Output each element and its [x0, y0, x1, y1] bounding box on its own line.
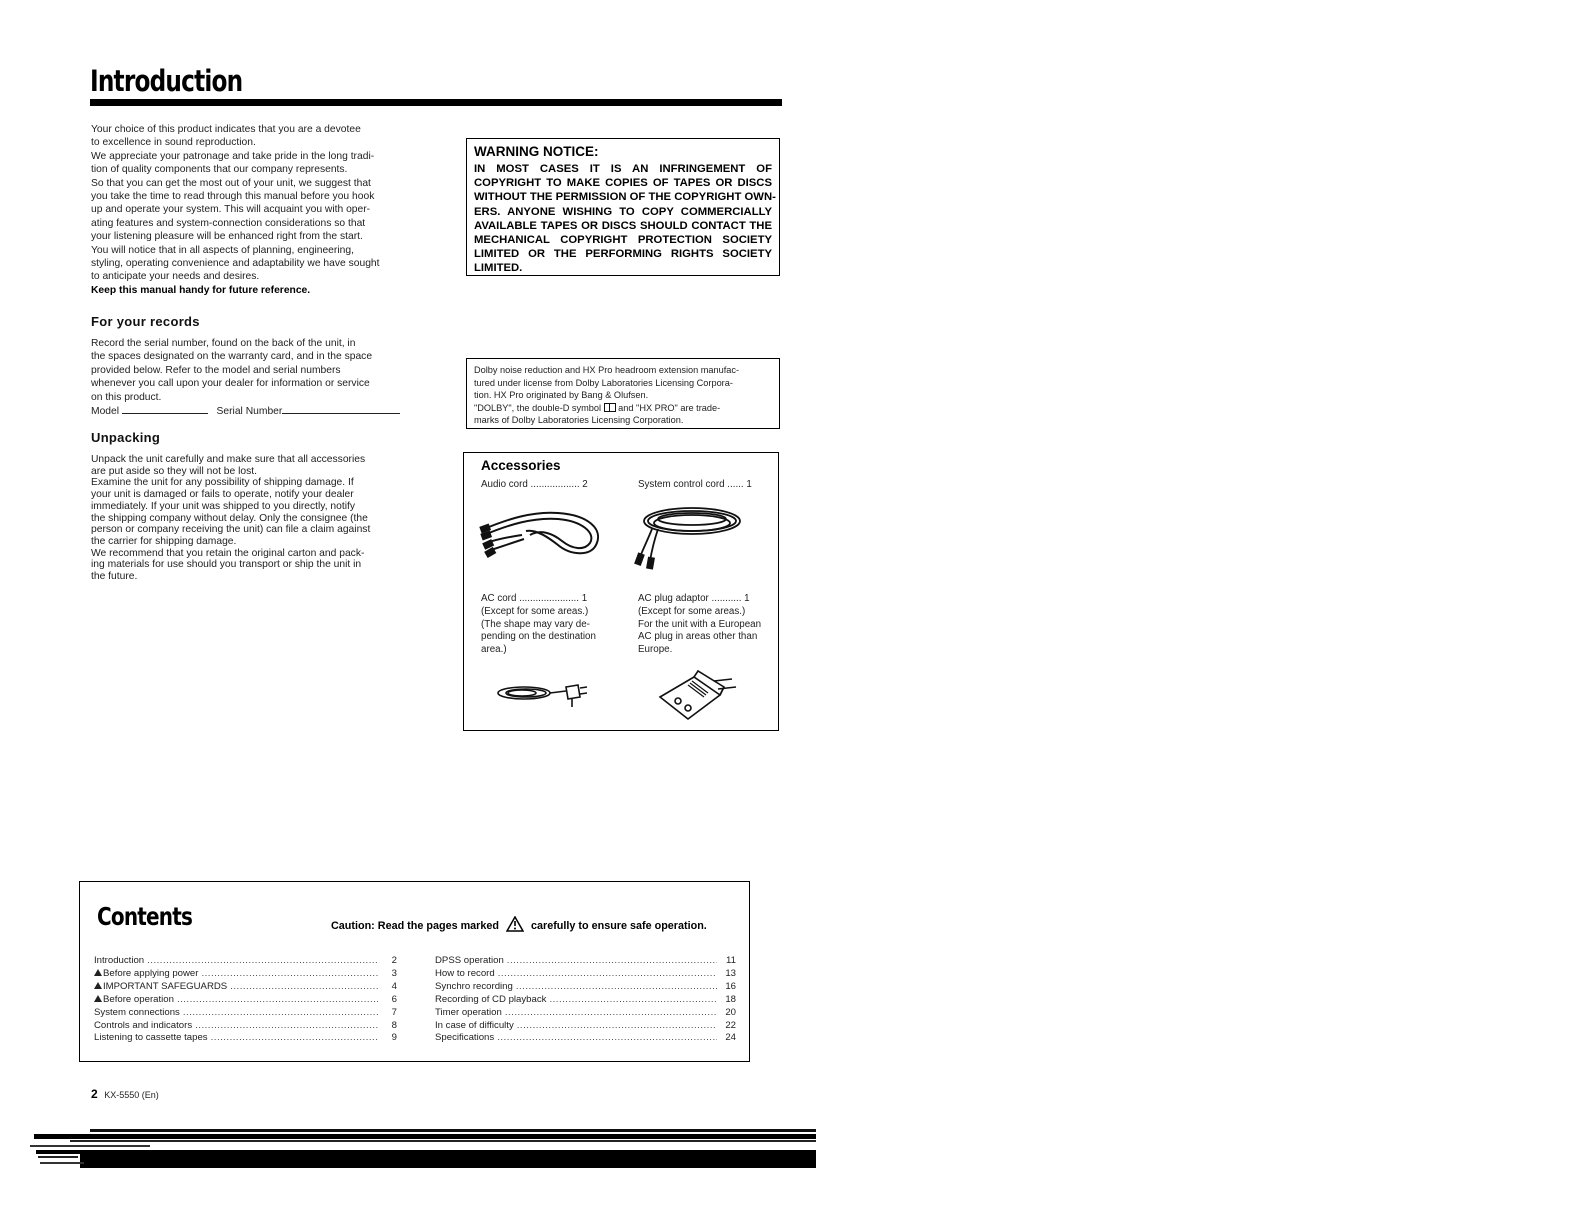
toc-entry-text: In case of difficulty	[435, 1019, 514, 1031]
unpacking-line: Unpack the unit carefully and make sure that all accessories	[91, 454, 366, 465]
toc-entry	[94, 1007, 397, 1020]
warning-triangle-icon	[506, 916, 524, 932]
contents-title: Contents	[97, 902, 193, 931]
toc-page-number: 13	[725, 967, 736, 979]
toc-entry	[435, 1007, 736, 1020]
toc-entry	[435, 981, 736, 994]
toc-entry-label	[435, 968, 495, 981]
intro-line: up and operate your system. This will acquaint you with oper-	[91, 204, 371, 216]
unpacking-line: Examine the unit for any possibility of shipping damage. If	[91, 477, 354, 489]
toc-entry-text: IMPORTANT SAFEGUARDS	[103, 980, 228, 992]
page-footer	[91, 1087, 159, 1101]
toc-page-number: 22	[725, 1019, 736, 1031]
records-line: the spaces designated on the warranty card, and in the space	[91, 351, 373, 363]
ac-cord-note: (The shape may vary de-	[481, 618, 590, 630]
toc-entry-text: Recording of CD playback	[435, 993, 547, 1005]
model-label: Model	[91, 406, 120, 418]
dolby-line	[474, 402, 772, 415]
unpacking-heading: Unpacking	[91, 430, 161, 445]
toc-leader-dots	[517, 1020, 717, 1033]
unpacking-line: are put aside so they will not be lost.	[91, 465, 257, 477]
toc-page-number: 3	[391, 967, 397, 979]
warning-line: AVAILABLE TAPES OR DISCS SHOULD CONTACT THE	[474, 219, 772, 232]
toc-entry	[435, 1020, 736, 1033]
system-cord-label: System control cord ...... 1	[638, 479, 752, 490]
toc-entry-label	[94, 994, 174, 1007]
toc-leader-dots	[183, 1007, 378, 1020]
intro-line: tion of quality components that our company represents.	[91, 164, 348, 176]
toc-leader-dots	[230, 981, 378, 994]
toc-entry-label	[94, 1007, 180, 1020]
toc-leader-dots	[507, 955, 717, 968]
toc-entry-label	[435, 1020, 514, 1033]
toc-entry-label	[94, 1032, 208, 1045]
unpacking-line: the shipping company without delay. Only the consignee (the	[91, 512, 368, 524]
caution-text-a: Caution: Read the pages marked	[331, 920, 499, 932]
records-line: whenever you call upon your dealer for information or service	[91, 378, 370, 390]
toc-entry	[94, 1032, 397, 1045]
title-rule	[90, 99, 782, 106]
toc-entry	[435, 994, 736, 1007]
dolby-notice-box	[466, 358, 780, 429]
toc-page-number: 4	[391, 980, 397, 992]
audio-cord-label: Audio cord .................. 2	[481, 479, 588, 490]
intro-line: to excellence in sound reproduction.	[91, 137, 256, 149]
toc-entry	[94, 1020, 397, 1033]
toc-left-column	[94, 955, 397, 1045]
warning-line: IN MOST CASES IT IS AN INFRINGEMENT OF	[474, 163, 772, 175]
toc-entry	[435, 968, 736, 981]
warning-triangle-icon	[94, 982, 102, 989]
toc-right-column	[435, 955, 736, 1045]
model-code: KX-5550 (En)	[104, 1090, 159, 1100]
toc-leader-dots	[195, 1020, 378, 1033]
toc-entry	[94, 994, 397, 1007]
dolby-line: marks of Dolby Laboratories Licensing Corporation.	[474, 415, 684, 426]
accessories-title: Accessories	[481, 458, 561, 473]
toc-entry-text: Timer operation	[435, 1006, 502, 1018]
toc-entry	[435, 1032, 736, 1045]
toc-entry-text: Before operation	[103, 993, 174, 1005]
intro-line: styling, operating convenience and adaptability we have sought	[91, 258, 380, 270]
warning-notice-box	[466, 138, 780, 276]
toc-leader-dots	[516, 981, 717, 994]
warning-title: WARNING NOTICE:	[474, 144, 599, 159]
intro-line: We appreciate your patronage and take pride in the long tradi-	[91, 150, 375, 162]
caution-note	[331, 916, 707, 932]
toc-page-number: 20	[725, 1006, 736, 1018]
toc-entry-label	[435, 955, 504, 968]
dolby-line-part: and "HX PRO" are trade-	[618, 402, 721, 413]
ac-cord-note: (Except for some areas.)	[481, 605, 589, 617]
toc-entry-text: Introduction	[94, 955, 145, 966]
toc-entry-text: DPSS operation	[435, 955, 504, 966]
ac-adaptor-note: For the unit with a European	[638, 618, 762, 630]
system-control-cord-icon	[632, 499, 762, 571]
ac-cord-block	[481, 593, 596, 657]
intro-line: to anticipate your needs and desires.	[91, 271, 260, 283]
toc-leader-dots	[505, 1007, 717, 1020]
audio-cord-icon	[478, 499, 608, 569]
toc-leader-dots	[211, 1032, 378, 1045]
double-d-icon	[604, 403, 616, 412]
toc-page-number: 8	[391, 1019, 397, 1031]
toc-leader-dots	[498, 968, 717, 981]
intro-line: your listening pleasure will be enhanced right from the start.	[91, 231, 363, 243]
intro-line: You will notice that in all aspects of planning, engineering,	[91, 244, 354, 256]
ac-cord-note: area.)	[481, 644, 507, 656]
toc-entry	[94, 981, 397, 994]
ac-cord-icon	[492, 675, 592, 711]
warning-line: MECHANICAL COPYRIGHT PROTECTION SOCIETY	[474, 234, 772, 247]
warning-line: LIMITED OR THE PERFORMING RIGHTS SOCIETY	[474, 248, 772, 261]
toc-entry-text: Controls and indicators	[94, 1019, 193, 1031]
ac-adaptor-note: (Except for some areas.)	[638, 605, 746, 617]
toc-entry-text: System connections	[94, 1006, 180, 1018]
unpacking-line: immediately. If your unit was shipped to you directly, notify	[91, 500, 356, 512]
toc-entry-text: Before applying power	[103, 967, 199, 979]
caution-text-b: carefully to ensure safe operation.	[531, 920, 707, 932]
toc-entry	[435, 955, 736, 968]
model-serial-row	[91, 404, 411, 418]
toc-entry	[94, 968, 397, 981]
unpacking-line: the future.	[91, 571, 138, 583]
toc-entry-label	[435, 1032, 494, 1045]
toc-page-number: 6	[391, 993, 397, 1005]
contents-box	[79, 881, 750, 1062]
records-line: provided below. Refer to the model and serial numbers	[91, 364, 341, 376]
toc-page-number: 7	[391, 1006, 397, 1018]
records-line: on this product.	[91, 391, 162, 403]
toc-leader-dots	[497, 1032, 717, 1045]
intro-line: So that you can get the most out of your unit, we suggest that	[91, 177, 371, 189]
unpacking-line: We recommend that you retain the original carton and pack-	[91, 547, 365, 559]
unpacking-line: person or company receiving the unit) can file a claim against	[91, 524, 371, 536]
serial-blank	[282, 404, 400, 414]
intro-line: ating features and system-connection considerations so that	[91, 217, 366, 229]
dolby-line: Dolby noise reduction and HX Pro headroom extension manufac-	[474, 365, 740, 375]
ac-adaptor-note: AC plug in areas other than	[638, 631, 758, 643]
keep-manual-note: Keep this manual handy for future reference.	[91, 284, 311, 296]
intro-line: you take the time to read through this manual before you hook	[91, 191, 375, 203]
ac-adaptor-block	[638, 593, 761, 657]
toc-entry	[94, 955, 397, 968]
records-body	[91, 337, 411, 418]
toc-entry-label	[435, 981, 513, 994]
toc-entry-text: Listening to cassette tapes	[94, 1032, 208, 1044]
toc-page-number: 9	[391, 1032, 397, 1044]
warning-text	[474, 162, 776, 276]
toc-leader-dots	[201, 968, 378, 981]
page-number: 2	[91, 1087, 98, 1101]
dolby-line: tion. HX Pro originated by Bang & Olufsen.	[474, 390, 649, 401]
toc-entry-label	[435, 994, 546, 1007]
toc-entry-label	[94, 1020, 192, 1033]
toc-page-number: 24	[725, 1032, 736, 1044]
toc-page-number: 2	[391, 955, 397, 966]
ac-cord-note: pending on the destination	[481, 631, 596, 643]
intro-body	[91, 123, 416, 297]
ac-plug-adaptor-icon	[654, 665, 744, 725]
warning-triangle-icon	[94, 969, 102, 976]
model-blank	[122, 404, 208, 414]
unpacking-line: ing materials for use should you transport or ship the unit in	[91, 559, 362, 571]
toc-entry-label	[94, 968, 198, 981]
scan-edge-artifact	[30, 1126, 820, 1172]
unpacking-body	[91, 454, 411, 583]
toc-page-number: 16	[725, 980, 736, 992]
dolby-line: tured under license from Dolby Laboratories Licensing Corpora-	[474, 377, 733, 388]
accessories-box	[463, 452, 779, 731]
toc-page-number: 18	[725, 993, 736, 1005]
ac-adaptor-note: Europe.	[638, 644, 673, 656]
toc-entry-text: Synchro recording	[435, 980, 513, 992]
warning-triangle-icon	[94, 995, 102, 1002]
ac-cord-label: AC cord ...................... 1	[481, 593, 588, 604]
toc-entry-label	[435, 1007, 502, 1020]
unpacking-line: the carrier for shipping damage.	[91, 535, 237, 547]
warning-line: COPYRIGHT TO MAKE COPIES OF TAPES OR DISCS	[474, 177, 772, 190]
toc-entry-label	[94, 955, 144, 968]
toc-leader-dots	[549, 994, 717, 1007]
toc-entry-text: How to record	[435, 967, 495, 979]
warning-line: ERS. ANYONE WISHING TO COPY COMMERCIALLY	[474, 205, 772, 218]
warning-line: WITHOUT THE PERMISSION OF THE COPYRIGHT OWN-	[474, 191, 776, 204]
dolby-line-part: "DOLBY", the double-D symbol	[474, 402, 602, 413]
warning-line: LIMITED.	[474, 262, 523, 275]
unpacking-line: your unit is damaged or fails to operate, notify your dealer	[91, 489, 354, 501]
toc-page-number: 11	[726, 955, 736, 966]
toc-leader-dots	[147, 955, 378, 968]
serial-label: Serial Number	[216, 406, 283, 418]
toc-leader-dots	[177, 994, 378, 1007]
toc-entry-label	[94, 981, 227, 994]
ac-adaptor-label: AC plug adaptor ........... 1	[638, 593, 750, 604]
records-line: Record the serial number, found on the back of the unit, in	[91, 338, 356, 349]
toc-entry-text: Specifications	[435, 1032, 495, 1044]
intro-line: Your choice of this product indicates that you are a devotee	[91, 124, 361, 135]
page-title: Introduction	[90, 64, 243, 98]
records-heading: For your records	[91, 314, 200, 329]
